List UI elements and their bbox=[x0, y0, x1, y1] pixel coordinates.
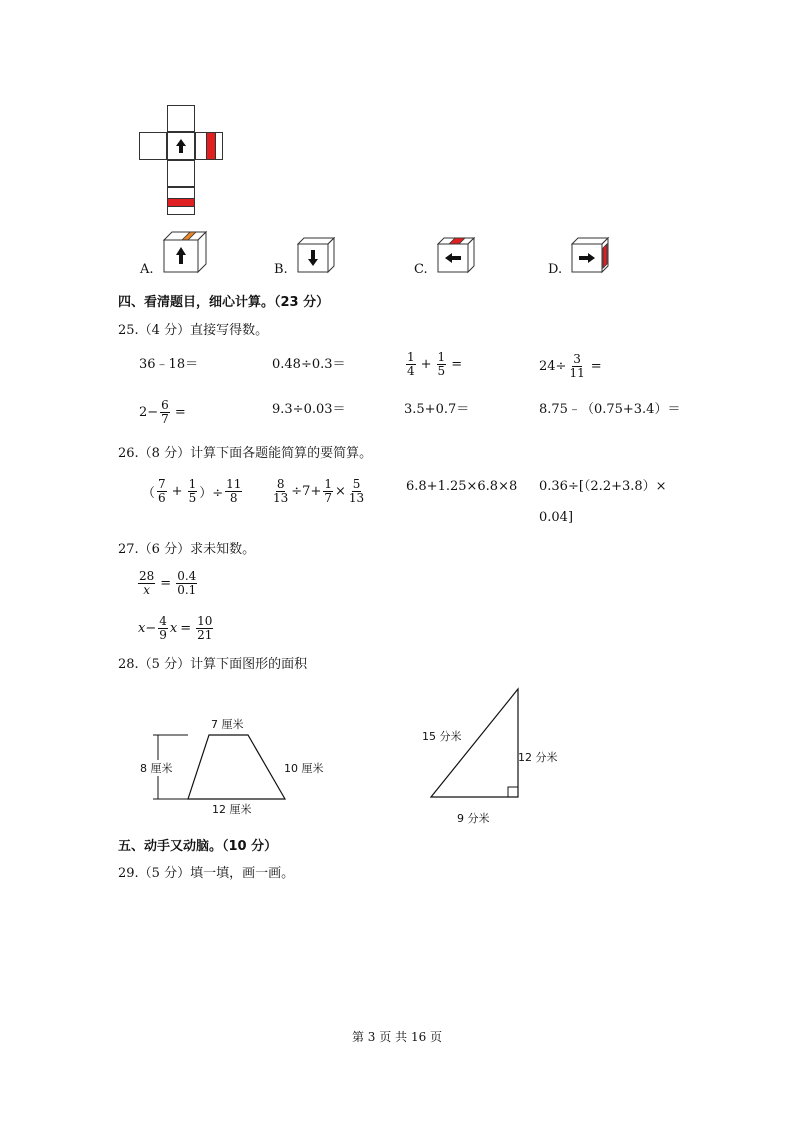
net-face-right bbox=[195, 132, 223, 160]
numerator: 3 bbox=[573, 352, 581, 366]
numerator: 10 bbox=[197, 614, 213, 628]
q25-d bbox=[539, 353, 602, 380]
numerator: 7 bbox=[158, 477, 166, 491]
expr-prefix: 2− bbox=[139, 405, 159, 420]
q28-title: 28.（5 分）计算下面图形的面积 bbox=[118, 657, 308, 672]
net-face-top bbox=[167, 105, 195, 132]
denominator: 4 bbox=[407, 364, 415, 378]
equals: = bbox=[180, 621, 192, 636]
denominator: x bbox=[143, 583, 151, 597]
q26-c: 6.8+1.25×6.8×8 bbox=[406, 479, 518, 494]
denominator: 6 bbox=[158, 491, 166, 505]
denominator: 7 bbox=[161, 412, 169, 426]
denominator: 5 bbox=[188, 491, 197, 505]
numerator: 1 bbox=[437, 350, 446, 364]
q25-f: 9.3÷0.03＝ bbox=[272, 402, 346, 417]
numerator: 6 bbox=[161, 398, 169, 412]
cube-option-a bbox=[162, 230, 210, 274]
trapezoid-bottom-label: 12 厘米 bbox=[212, 803, 252, 816]
footer-text: 页 bbox=[430, 1030, 443, 1044]
q27-equation-1 bbox=[136, 570, 199, 597]
arrow-up-icon bbox=[168, 133, 194, 159]
footer-text: 页 bbox=[379, 1030, 392, 1044]
net-face-center bbox=[167, 132, 195, 160]
cube-option-c bbox=[436, 236, 478, 274]
numerator: 11 bbox=[226, 477, 242, 491]
q25-a: 36﹣18＝ bbox=[139, 357, 199, 372]
q26-d-line2: 0.04] bbox=[539, 510, 574, 525]
triangle-base-label: 9 分米 bbox=[457, 812, 490, 825]
numerator: 4 bbox=[159, 614, 167, 628]
footer-text: 共 bbox=[395, 1030, 408, 1044]
q26-d-line1: 0.36÷[（2.2+3.8）× bbox=[539, 479, 667, 494]
option-a-label: A. bbox=[140, 262, 154, 277]
q25-e bbox=[139, 399, 186, 426]
q26-a bbox=[142, 478, 244, 505]
triangle-hypotenuse-label: 15 分米 bbox=[422, 730, 462, 743]
q25-h: 8.75﹣（0.75+3.4）＝ bbox=[539, 402, 681, 417]
q27-equation-2 bbox=[138, 615, 215, 642]
section-5-title: 五、动手又动脑。（10 分） bbox=[118, 839, 278, 854]
section-4-title: 四、看清题目，细心计算。（23 分） bbox=[118, 295, 330, 310]
current-page: 3 bbox=[367, 1030, 376, 1044]
equals: = bbox=[590, 359, 602, 374]
numerator: 8 bbox=[276, 477, 285, 491]
page-footer bbox=[0, 1028, 794, 1045]
net-face-bottom bbox=[167, 187, 195, 215]
denominator: 11 bbox=[569, 366, 585, 380]
q27-title: 27.（6 分）求未知数。 bbox=[118, 542, 256, 557]
numerator: 1 bbox=[188, 477, 197, 491]
option-c-label: C. bbox=[414, 262, 428, 277]
operator: + bbox=[171, 484, 183, 499]
numerator: 28 bbox=[139, 569, 155, 583]
trapezoid-side-label: 10 厘米 bbox=[284, 762, 324, 775]
denominator: 7 bbox=[324, 491, 332, 505]
denominator: 5 bbox=[437, 364, 446, 378]
denominator: 9 bbox=[159, 628, 167, 642]
denominator: 13 bbox=[348, 491, 365, 505]
variable: x bbox=[169, 621, 178, 636]
expr-prefix: 24÷ bbox=[539, 359, 567, 374]
triangle-leg-label: 12 分米 bbox=[518, 751, 558, 764]
trapezoid-top-label: 7 厘米 bbox=[211, 718, 244, 731]
net-face-left bbox=[139, 132, 167, 160]
q25-c bbox=[404, 351, 462, 378]
q26-title: 26.（8 分）计算下面各题能简算的要简算。 bbox=[118, 446, 373, 461]
red-stripe bbox=[168, 198, 194, 207]
q25-b: 0.48÷0.3＝ bbox=[272, 357, 346, 372]
equals: = bbox=[451, 357, 463, 372]
operator: + bbox=[420, 357, 432, 372]
cube-option-d bbox=[570, 236, 612, 274]
q29-title: 29.（5 分）填一填，画一画。 bbox=[118, 866, 295, 881]
total-pages: 16 bbox=[410, 1030, 427, 1044]
equals: = bbox=[174, 405, 186, 420]
paren-close-divide: ）÷ bbox=[199, 486, 224, 501]
q26-b bbox=[270, 478, 367, 505]
footer-text: 第 bbox=[351, 1030, 364, 1044]
paren-open: （ bbox=[142, 486, 156, 501]
operator: × bbox=[334, 484, 346, 499]
denominator: 8 bbox=[229, 491, 238, 505]
numerator: 1 bbox=[324, 477, 332, 491]
equals: = bbox=[160, 576, 172, 591]
denominator: 0.1 bbox=[177, 583, 197, 597]
trapezoid-height-label: 8 厘米 bbox=[140, 762, 173, 775]
numerator: 0.4 bbox=[177, 569, 197, 583]
net-face-down bbox=[167, 160, 195, 187]
variable-expr: x− bbox=[138, 621, 157, 636]
q25-g: 3.5+0.7＝ bbox=[404, 402, 470, 417]
option-b-label: B. bbox=[274, 262, 288, 277]
expr-middle: ÷7+ bbox=[291, 484, 322, 499]
q25-title: 25.（4 分）直接写得数。 bbox=[118, 323, 269, 338]
numerator: 1 bbox=[407, 350, 415, 364]
red-stripe bbox=[206, 133, 216, 159]
option-d-label: D. bbox=[548, 262, 563, 277]
numerator: 5 bbox=[352, 477, 361, 491]
denominator: 21 bbox=[197, 628, 213, 642]
cube-option-b bbox=[296, 236, 338, 274]
denominator: 13 bbox=[273, 491, 289, 505]
